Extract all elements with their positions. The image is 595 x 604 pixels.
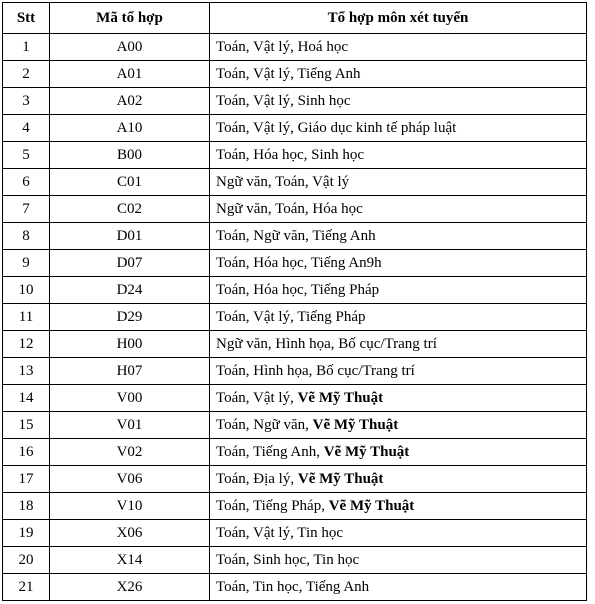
row-subjects (210, 493, 587, 520)
row-stt: 10 (3, 277, 50, 304)
row-code: B00 (50, 142, 210, 169)
row-stt: 19 (3, 520, 50, 547)
row-subjects (210, 358, 587, 385)
table-row (3, 358, 587, 385)
row-stt: 2 (3, 61, 50, 88)
row-subjects-text: Toán, Sinh học, Tin học (216, 552, 360, 568)
row-code: X14 (50, 547, 210, 574)
row-subjects-text: Toán, Vật lý, Tiếng Pháp (216, 309, 366, 325)
row-subjects-text: Ngữ văn, Toán, Hóa học (216, 201, 363, 217)
row-subjects-text: Ngữ văn, Toán, Vật lý (216, 174, 350, 190)
row-subjects (210, 331, 587, 358)
row-code: A00 (50, 34, 210, 61)
row-code: D24 (50, 277, 210, 304)
row-stt: 12 (3, 331, 50, 358)
row-code: H00 (50, 331, 210, 358)
row-subjects-text: Toán, Tiếng Pháp, (216, 498, 329, 514)
row-stt: 21 (3, 574, 50, 601)
row-subjects-text: Toán, Vật lý, Tin học (216, 525, 344, 541)
row-subjects-bold: Vẽ Mỹ Thuật (323, 444, 410, 460)
table-row (3, 250, 587, 277)
row-code: A02 (50, 88, 210, 115)
table-row (3, 142, 587, 169)
table-row (3, 574, 587, 601)
row-subjects (210, 466, 587, 493)
table-row (3, 223, 587, 250)
table-row (3, 88, 587, 115)
row-subjects (210, 574, 587, 601)
row-stt: 18 (3, 493, 50, 520)
row-subjects-text: Toán, Địa lý, (216, 471, 298, 487)
table-row (3, 169, 587, 196)
table-row (3, 412, 587, 439)
row-subjects-text: Toán, Vật lý, Tiếng Anh (216, 66, 361, 82)
row-subjects-text: Toán, Hóa học, Tiếng Pháp (216, 282, 380, 298)
row-subjects-bold: Vẽ Mỹ Thuật (297, 471, 384, 487)
row-stt: 16 (3, 439, 50, 466)
row-stt: 7 (3, 196, 50, 223)
row-stt: 13 (3, 358, 50, 385)
row-code: V10 (50, 493, 210, 520)
table-row (3, 61, 587, 88)
table-row (3, 385, 587, 412)
row-subjects (210, 61, 587, 88)
row-code: C01 (50, 169, 210, 196)
table-row (3, 196, 587, 223)
row-stt: 1 (3, 34, 50, 61)
row-stt: 3 (3, 88, 50, 115)
row-subjects (210, 88, 587, 115)
row-subjects-text: Toán, Vật lý, Sinh học (216, 93, 351, 109)
row-stt: 5 (3, 142, 50, 169)
row-subjects (210, 547, 587, 574)
table-row (3, 331, 587, 358)
header-subjects: Tổ hợp môn xét tuyển (210, 3, 587, 34)
row-code: D07 (50, 250, 210, 277)
row-subjects (210, 277, 587, 304)
table-row (3, 439, 587, 466)
row-subjects-text: Toán, Ngữ văn, Tiếng Anh (216, 228, 376, 244)
row-subjects (210, 142, 587, 169)
row-code: X06 (50, 520, 210, 547)
row-subjects-text: Toán, Hình họa, Bố cục/Trang trí (216, 363, 415, 379)
row-code: V02 (50, 439, 210, 466)
row-subjects-text: Toán, Ngữ văn, (216, 417, 313, 433)
table-row (3, 547, 587, 574)
row-stt: 17 (3, 466, 50, 493)
row-subjects-text: Toán, Tin học, Tiếng Anh (216, 579, 370, 595)
row-stt: 4 (3, 115, 50, 142)
row-stt: 8 (3, 223, 50, 250)
row-subjects (210, 385, 587, 412)
row-stt: 15 (3, 412, 50, 439)
row-stt: 20 (3, 547, 50, 574)
row-subjects (210, 34, 587, 61)
row-stt: 6 (3, 169, 50, 196)
header-code: Mã tổ hợp (50, 3, 210, 34)
combination-table (2, 2, 587, 601)
header-stt: Stt (3, 3, 50, 34)
table-row (3, 277, 587, 304)
row-subjects-bold: Vẽ Mỹ Thuật (328, 498, 415, 514)
table-row (3, 115, 587, 142)
header-row (3, 3, 587, 34)
row-code: A01 (50, 61, 210, 88)
table-row (3, 34, 587, 61)
row-code: X26 (50, 574, 210, 601)
row-code: C02 (50, 196, 210, 223)
row-subjects (210, 115, 587, 142)
row-subjects-text: Toán, Hóa học, Tiếng An9h (216, 255, 382, 271)
row-subjects (210, 250, 587, 277)
row-stt: 11 (3, 304, 50, 331)
row-code: V06 (50, 466, 210, 493)
row-subjects-text: Toán, Vật lý, Hoá học (216, 39, 348, 55)
row-subjects (210, 196, 587, 223)
row-subjects-text: Toán, Hóa học, Sinh học (216, 147, 365, 163)
row-stt: 9 (3, 250, 50, 277)
table-row (3, 304, 587, 331)
row-subjects-text: Toán, Vật lý, Giáo dục kinh tế pháp luật (216, 120, 457, 136)
row-subjects (210, 169, 587, 196)
row-subjects-text: Toán, Tiếng Anh, (216, 444, 324, 460)
row-code: D01 (50, 223, 210, 250)
table-row (3, 466, 587, 493)
row-code: V00 (50, 385, 210, 412)
table-row (3, 520, 587, 547)
row-code: V01 (50, 412, 210, 439)
row-subjects (210, 223, 587, 250)
table-row (3, 493, 587, 520)
row-subjects-bold: Vẽ Mỹ Thuật (312, 417, 399, 433)
row-code: H07 (50, 358, 210, 385)
row-stt: 14 (3, 385, 50, 412)
row-subjects-bold: Vẽ Mỹ Thuật (297, 390, 384, 406)
row-code: A10 (50, 115, 210, 142)
row-code: D29 (50, 304, 210, 331)
row-subjects-text: Ngữ văn, Hình họa, Bố cục/Trang trí (216, 336, 437, 352)
row-subjects (210, 304, 587, 331)
row-subjects-text: Toán, Vật lý, (216, 390, 298, 406)
row-subjects (210, 412, 587, 439)
row-subjects (210, 520, 587, 547)
row-subjects (210, 439, 587, 466)
